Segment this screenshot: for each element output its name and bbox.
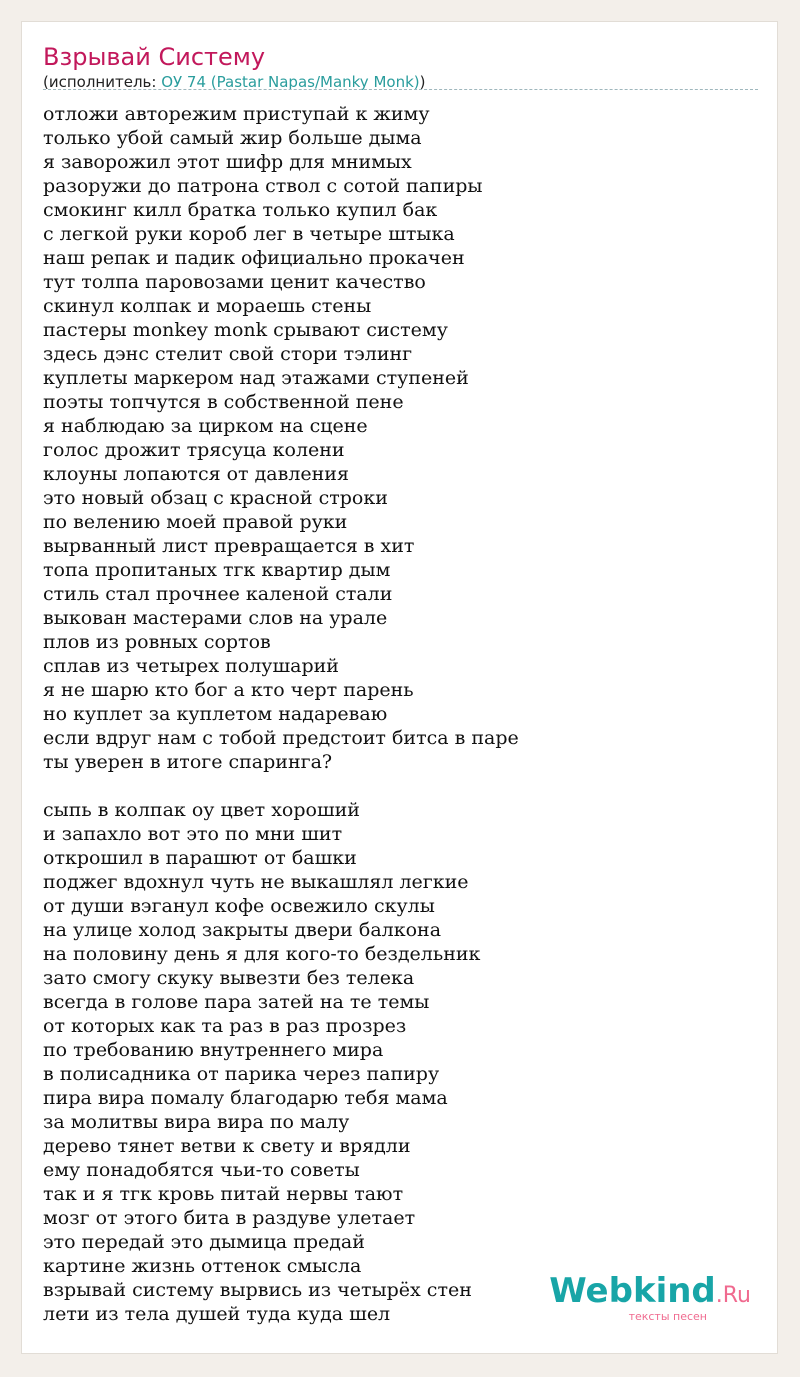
lyric-line: это передай это дымица предай [43, 1231, 365, 1253]
lyric-line: это новый обзац с красной строки [43, 487, 388, 509]
logo-main-text: Webkind [549, 1271, 716, 1311]
lyric-line: стиль стал прочнее каленой стали [43, 583, 393, 605]
lyric-line: я заворожил этот шифр для мнимых [43, 151, 412, 173]
lyric-line: от которых как та раз в раз прозрез [43, 1015, 407, 1037]
lyric-line: мозг от этого бита в раздуве улетает [43, 1207, 416, 1229]
lyric-line: ему понадобятся чьи-то советы [43, 1159, 360, 1181]
lyric-line: плов из ровных сортов [43, 631, 271, 653]
lyric-line: взрывай систему вырвись из четырёх стен [43, 1279, 472, 1301]
lyric-line: дерево тянет ветви к свету и врядли [43, 1135, 411, 1157]
artist-prefix: (исполнитель: [43, 73, 162, 91]
lyric-line: топа пропитаных тгк квартир дым [43, 559, 391, 581]
lyric-line: и запахло вот это по мни шит [43, 823, 343, 845]
lyric-line: сыпь в колпак оу цвет хороший [43, 799, 360, 821]
lyric-line: открошил в парашют от башки [43, 847, 357, 869]
lyric-line: зато смогу скуку вывезти без телека [43, 967, 415, 989]
lyric-line: здесь дэнс стелит свой стори тэлинг [43, 343, 413, 365]
lyric-line: смокинг килл братка только купил бак [43, 199, 438, 221]
lyric-line: куплеты маркером над этажами ступеней [43, 367, 469, 389]
lyrics-card [21, 21, 778, 1354]
lyric-line: скинул колпак и мораешь стены [43, 295, 372, 317]
lyric-line [43, 774, 519, 798]
lyric-line: по требованию внутреннего мира [43, 1039, 384, 1061]
lyric-line: наш репак и падик официально прокачен [43, 247, 465, 269]
lyric-line: отложи авторежим приступай к жиму [43, 103, 430, 125]
lyric-line: выкован мастерами слов на урале [43, 607, 388, 629]
lyric-line: в полисадника от парика через папиру [43, 1063, 440, 1085]
title-divider [43, 89, 758, 90]
lyric-line: ты уверен в итоге спаринга? [43, 751, 333, 773]
lyric-line: разоружи до патрона ствол с сотой папиры [43, 175, 483, 197]
artist-suffix: ) [419, 73, 426, 91]
lyric-line: если вдруг нам с тобой предстоит битса в паре [43, 727, 519, 749]
lyric-line: от души вэганул кофе освежило скулы [43, 895, 435, 917]
lyric-line: сплав из четырех полушарий [43, 655, 339, 677]
lyric-line: голос дрожит трясуца колени [43, 439, 345, 461]
lyric-line: но куплет за куплетом надареваю [43, 703, 388, 725]
lyric-line: я наблюдаю за цирком на сцене [43, 415, 368, 437]
lyric-line: только убой самый жир больше дыма [43, 127, 422, 149]
lyric-line: всегда в голове пара затей на те темы [43, 991, 430, 1013]
lyric-line: вырванный лист превращается в хит [43, 535, 415, 557]
lyric-line: тут толпа паровозами ценит качество [43, 271, 426, 293]
lyric-line: лети из тела душей туда куда шел [43, 1303, 391, 1325]
lyrics-text [43, 102, 519, 1326]
logo-suffix: .Ru [715, 1283, 751, 1308]
lyric-line: на улице холод закрыты двери балкона [43, 919, 442, 941]
lyric-line: поэты топчутся в собственной пене [43, 391, 404, 413]
lyric-line: клоуны лопаются от давления [43, 463, 349, 485]
lyric-line: пастеры monkey monk срывают систему [43, 319, 448, 341]
lyric-line: так и я тгк кровь питай нервы тают [43, 1183, 404, 1205]
lyric-line: по велению моей правой руки [43, 511, 348, 533]
lyric-line: пира вира помалу благодарю тебя мама [43, 1087, 448, 1109]
song-title: Взрывай Систему [43, 43, 266, 71]
lyric-line: картине жизнь оттенок смысла [43, 1255, 362, 1277]
site-logo[interactable] [549, 1273, 751, 1323]
artist-link[interactable]: ОУ 74 (Pastar Napas/Manky Monk) [161, 73, 420, 91]
lyric-line: за молитвы вира вира по малу [43, 1111, 350, 1133]
lyric-line: с легкой руки короб лег в четыре штыка [43, 223, 455, 245]
lyric-line: на половину день я для кого-то бездельник [43, 943, 481, 965]
logo-tagline: тексты песен [628, 1310, 707, 1323]
lyric-line: я не шарю кто бог а кто черт парень [43, 679, 414, 701]
lyric-line: поджег вдохнул чуть не выкашлял легкие [43, 871, 469, 893]
